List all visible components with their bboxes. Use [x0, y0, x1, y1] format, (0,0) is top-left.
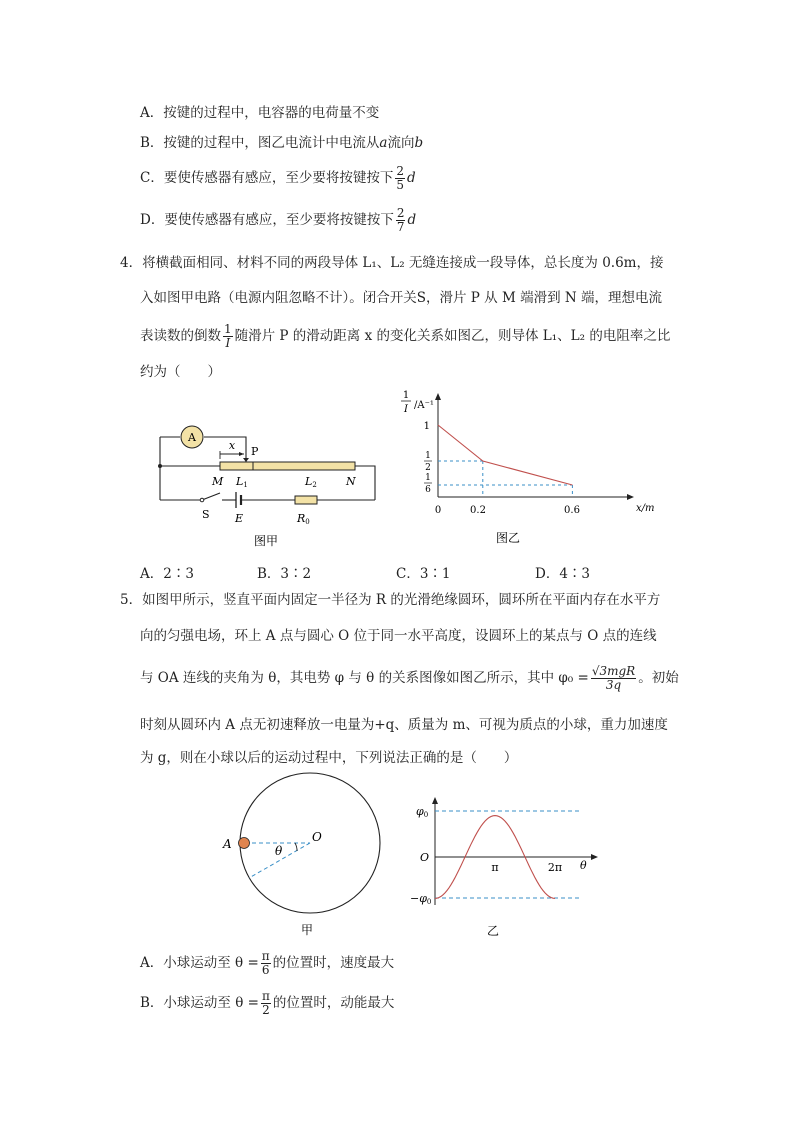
phi-y-arrow [432, 797, 438, 804]
q5-circle-figure [215, 770, 390, 942]
graph-origin: 0 [434, 505, 442, 516]
label-r0: R0 [297, 512, 310, 526]
label-origin-o: O [420, 851, 430, 864]
graph-y-tick-sixth-num: 1 [425, 473, 431, 483]
q3-option-b-mid: 流向 [387, 135, 415, 151]
label-p: P [251, 445, 259, 458]
q5-line-1: 5．如图甲所示，竖直平面内固定一半径为 R 的光滑绝缘圆环，圆环所在平面内存在水平方 [120, 592, 661, 608]
label-pi: π [491, 861, 499, 874]
q3-option-c-var: d [406, 170, 416, 186]
q4-line-3-fraction: $\frac{1}{I}$ [224, 322, 232, 350]
q4-line-3-post: 随滑片 P 的滑动距离 x 的变化关系如图乙，则导体 L₁、L₂ 的电阻率之比 [234, 328, 671, 344]
q4-line-1: 4．将横截面相同、材料不同的两段导体 L₁、L₂ 无缝连接成一段导体，总长度为 0.6m，接 [120, 255, 664, 271]
q4-line-2: 入如图甲电路（电源内阻忽略不计）。闭合开关S，滑片 P 从 M 端滑到 N 端，理想电流 [140, 290, 662, 306]
q3-option-d-fraction: $\frac{2}{7}$ [396, 206, 405, 234]
graph-y-tick-sixth-den: 6 [425, 485, 431, 495]
label-neg-phi0: −φ0 [410, 892, 432, 906]
q3-option-c-text: C．要使传感器有感应，至少要将按键按下 [140, 170, 394, 186]
q5-line-3-fraction: $\frac{\text{√3mgR}}{3q}$ [591, 664, 636, 692]
q4-option-c: C．3∶1 [396, 566, 451, 582]
graph-x-arrow [627, 494, 634, 500]
graph-y-label-num: 1 [402, 390, 410, 401]
label-n: N [346, 475, 356, 488]
label-e: E [235, 512, 244, 525]
q3-option-c [140, 165, 416, 192]
graph-x-tick-1: 0.2 [470, 505, 486, 516]
phi-x-arrow [591, 854, 598, 860]
theta-arc [295, 843, 297, 851]
graph-x-tick-2: 0.6 [564, 505, 580, 516]
label-theta: θ [275, 844, 283, 858]
q3-option-b-a: a [379, 135, 388, 151]
caption-jia-5: 甲 [300, 923, 314, 937]
label-2pi: 2π [547, 861, 563, 874]
q5-line-5: 为 g，则在小球以后的运动过程中，下列说法正确的是（ ） [140, 750, 518, 766]
graph-y-tick-1: 1 [423, 421, 430, 432]
q5-option-a-fraction: $\frac{\pi}{6}$ [261, 949, 270, 977]
caption-yi: 图乙 [495, 531, 521, 545]
label-o: O [312, 830, 322, 844]
q4-line-4: 约为（ ） [140, 364, 221, 380]
q3-option-d [140, 207, 416, 234]
label-phi0: φ0 [416, 805, 429, 819]
q4-circuit-figure [150, 415, 390, 555]
q5-option-a [140, 950, 394, 977]
q4-option-b: B．3∶2 [257, 566, 312, 582]
graph-y-label-den: I [404, 404, 408, 415]
q5-line-3 [140, 665, 679, 692]
q5-potential-figure [410, 795, 605, 945]
x-dimension-arrowhead [239, 452, 244, 456]
q5-option-a-post: 的位置时，速度最大 [272, 955, 395, 971]
graph-y-tick-half-den: 2 [425, 463, 431, 473]
ammeter-label: A [188, 431, 196, 444]
q5-option-b-pre: B．小球运动至 θ = [140, 995, 259, 1011]
q3-option-b [140, 133, 423, 153]
q5-line-4: 时刻从圆环内 A 点无初速释放一电量为+q、质量为 m、可视为质点的小球，重力加速度 [140, 717, 668, 733]
q5-option-b-post: 的位置时，动能最大 [272, 995, 395, 1011]
q4-graph-figure [390, 385, 680, 550]
q3-option-c-fraction: $\frac{2}{5}$ [396, 164, 404, 192]
q4-line-3-pre: 表读数的倒数 [140, 328, 221, 344]
label-m: M [212, 475, 224, 488]
label-s: S [202, 508, 210, 521]
q4-option-a: A．2∶3 [140, 566, 194, 582]
graph-x-label: x/m [636, 503, 655, 514]
resistor-r0 [295, 496, 317, 504]
circuit-wire-right [355, 466, 375, 500]
graph-y-tick-half-num: 1 [425, 451, 431, 461]
q5-line-3-pre: 与 OA 连线的夹角为 θ，其电势 φ 与 θ 的关系图像如图乙所示，其中 φ₀ = [140, 670, 589, 686]
caption-yi-5: 乙 [486, 924, 500, 938]
q3-option-b-b: b [414, 135, 424, 151]
graph-series-line [438, 425, 572, 485]
q3-option-d-var: d [407, 212, 417, 228]
switch-blade [202, 493, 220, 500]
conductor-l1 [220, 462, 253, 470]
q5-line-3-post: 。初始 [638, 670, 679, 686]
conductor-l2 [253, 462, 355, 470]
label-theta-axis: θ [580, 859, 587, 872]
label-x: x [228, 439, 236, 452]
graph-guides [438, 461, 572, 497]
label-l2: L2 [305, 475, 317, 489]
graph-y-unit: /A⁻¹ [414, 400, 434, 411]
q3-option-a: A．按键的过程中，电容器的电荷量不变 [140, 105, 380, 121]
ball [239, 838, 250, 849]
switch-contact [200, 498, 204, 502]
q5-line-2: 向的匀强电场，环上 A 点与圆心 O 位于同一水平高度，设圆环上的某点与 O 点的连线 [140, 628, 657, 644]
q5-option-b-fraction: $\frac{\pi}{2}$ [261, 989, 270, 1017]
label-l1: L1 [236, 475, 248, 489]
q3-option-d-text: D．要使传感器有感应，至少要将按键按下 [140, 212, 394, 228]
q5-option-b [140, 990, 394, 1017]
q4-option-d: D．4∶3 [535, 566, 591, 582]
label-a: A [223, 837, 232, 851]
graph-y-arrow [435, 393, 441, 400]
caption-jia: 图甲 [253, 534, 279, 548]
slider-p-tip [243, 458, 249, 462]
q4-line-3 [140, 323, 670, 350]
q3-option-b-text: B．按键的过程中，图乙电流计中电流从 [140, 135, 380, 151]
q5-option-a-pre: A．小球运动至 θ = [140, 955, 259, 971]
